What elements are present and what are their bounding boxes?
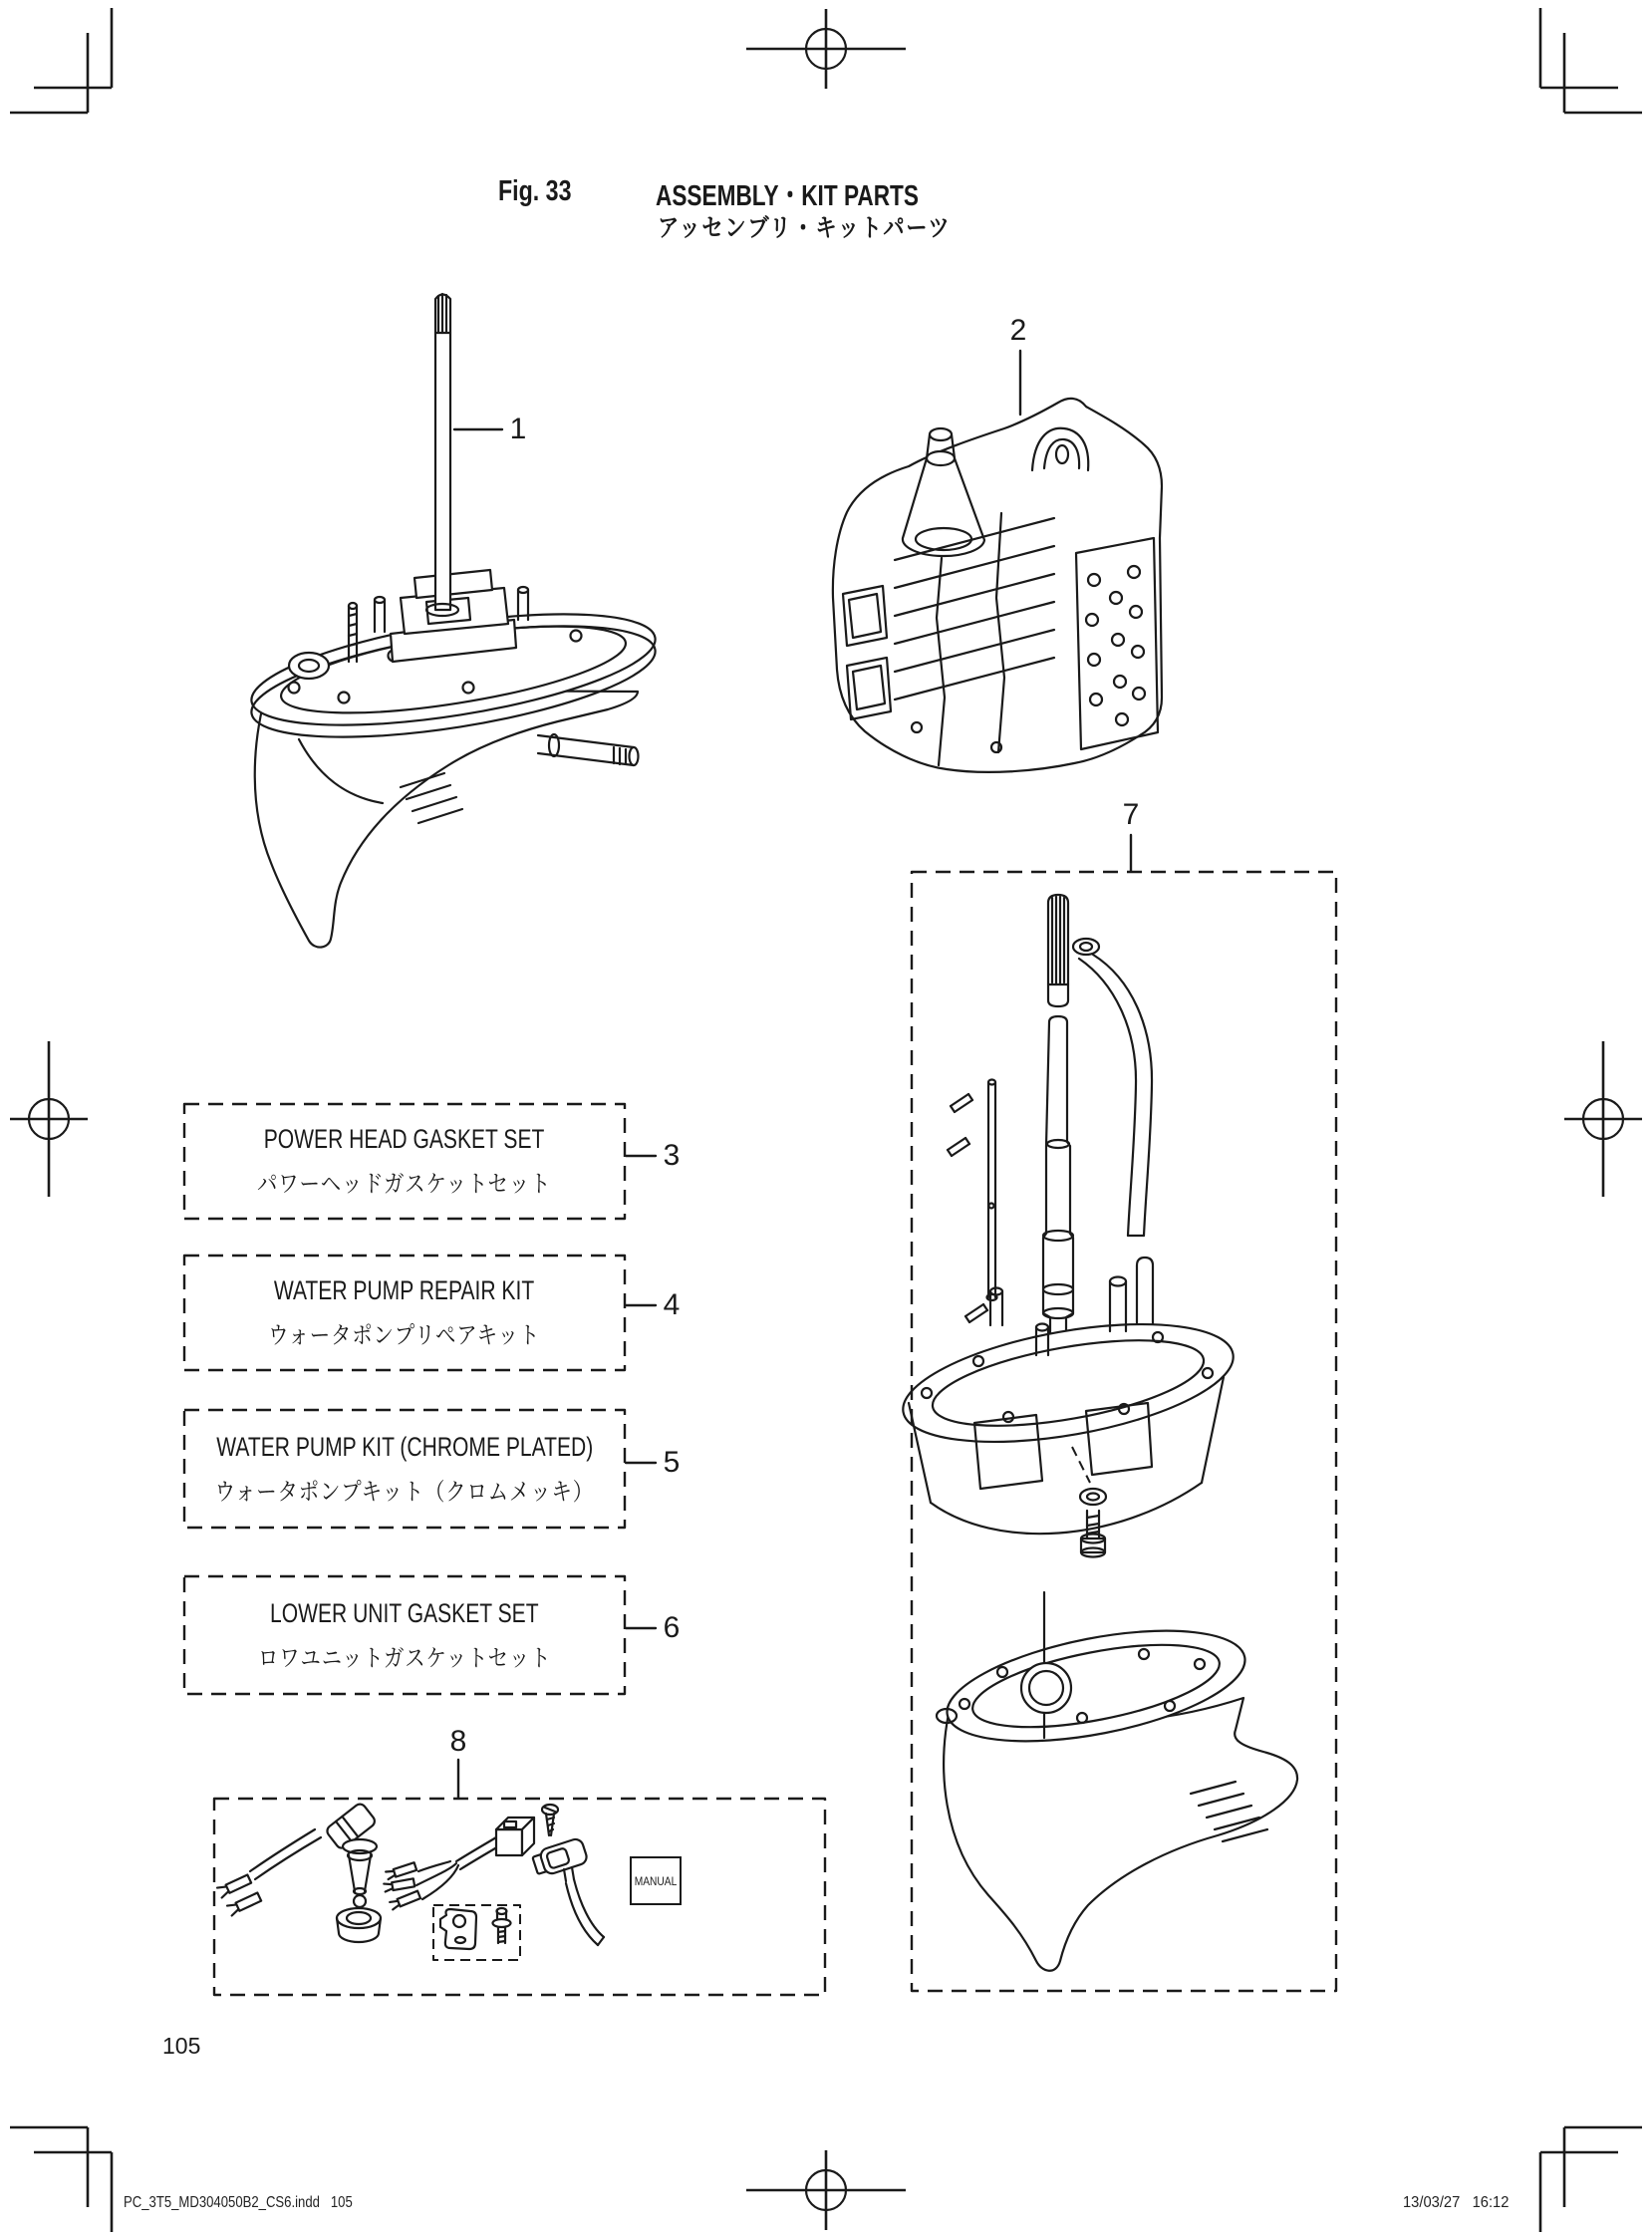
kit-label-en: LOWER UNIT GASKET SET bbox=[270, 1597, 539, 1628]
callout-number-8: 8 bbox=[449, 1725, 467, 1758]
drive-shaft-assembly-drawing bbox=[244, 294, 662, 948]
callout-number-7: 7 bbox=[1122, 798, 1140, 831]
callout-number-4: 4 bbox=[663, 1288, 681, 1321]
kit-label-ja: ウォータポンプリペアキット bbox=[268, 1322, 541, 1349]
callout-number-1: 1 bbox=[509, 413, 527, 445]
lower-unit-kit-drawing bbox=[895, 895, 1298, 1971]
figure-label: Fig. 33 bbox=[498, 175, 572, 207]
register-mark-right-center bbox=[1564, 1041, 1642, 1197]
kit-label-en: WATER PUMP REPAIR KIT bbox=[274, 1275, 535, 1305]
kit-label-en: POWER HEAD GASKET SET bbox=[264, 1124, 545, 1154]
page-title: ASSEMBLY・KIT PARTS bbox=[656, 180, 919, 212]
power-head-drawing bbox=[833, 399, 1162, 772]
kit-box-water-pump-repair-kit bbox=[184, 1256, 625, 1370]
callout-number-6: 6 bbox=[663, 1611, 681, 1644]
footer-timestamp: 13/03/27 16:12 bbox=[1403, 2194, 1510, 2211]
register-mark-bottom-center bbox=[746, 2150, 906, 2230]
page-title-japanese: アッセンブリ・キットパーツ bbox=[658, 214, 952, 242]
footer-filename: PC_3T5_MD304050B2_CS6.indd 105 bbox=[124, 2194, 353, 2211]
kit-label-ja: ロワユニットガスケットセット bbox=[257, 1644, 552, 1672]
accessory-kit-drawing bbox=[217, 1802, 604, 1949]
manual-booklet bbox=[630, 1856, 682, 1905]
manual-label: MANUAL bbox=[634, 1873, 678, 1888]
page-number: 105 bbox=[162, 2033, 201, 2059]
kit-box-water-pump-kit-chrome bbox=[184, 1410, 625, 1528]
kit-box-lower-unit-gasket-set bbox=[184, 1576, 625, 1694]
callout-number-3: 3 bbox=[663, 1139, 681, 1172]
register-mark-left-center bbox=[10, 1041, 88, 1197]
register-mark-top-center bbox=[746, 9, 906, 89]
callout-number-5: 5 bbox=[663, 1446, 681, 1479]
kit-label-en: WATER PUMP KIT (CHROME PLATED) bbox=[216, 1431, 593, 1462]
kit-label-ja: ウォータポンプキット（クロムメッキ） bbox=[214, 1478, 595, 1506]
callout-number-2: 2 bbox=[1009, 314, 1027, 347]
kit-label-ja: パワーヘッドガスケットセット bbox=[257, 1171, 552, 1198]
kit-box-power-head-gasket-set bbox=[184, 1104, 625, 1219]
